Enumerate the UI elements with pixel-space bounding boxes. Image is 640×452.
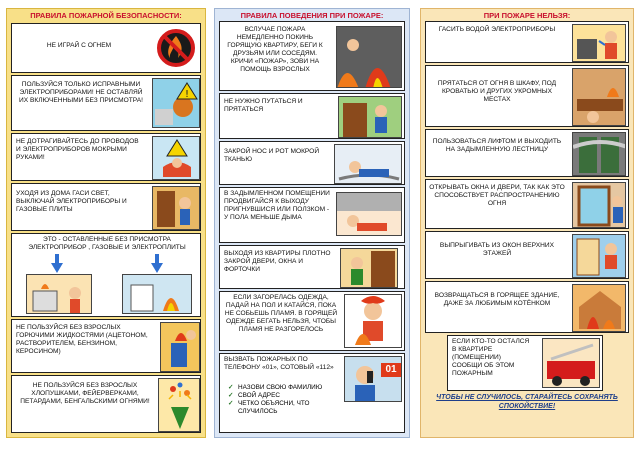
phone-call-illustration	[344, 356, 402, 402]
rule-text: ПРЯТАТЬСЯ ОТ ОГНЯ В ШКАФУ, ПОД КРОВАТЬЮ И ДРУГИХ УКРОМНЫХ МЕСТАХ	[437, 80, 557, 103]
behavior-row-2	[219, 93, 405, 139]
prohibition-row-7	[447, 335, 603, 391]
call-steps-list	[228, 384, 338, 416]
rule-text: В ЗАДЫМЛЕННОМ ПОМЕЩЕНИИ ПРОДВИГАЙСЯ К ВЫХОДУ ПРИГНУВШИСЯ ИЛИ ПОЛЗКОМ - У ПОЛА МЕНЬШЕ ДЫМА	[224, 190, 330, 221]
flammable-liquid-illustration	[160, 322, 200, 372]
rule-row-1	[11, 23, 201, 73]
rule-text: ОТКРЫВАТЬ ОКНА И ДВЕРИ, ТАК КАК ЭТО СПОСОБСТВУЕТ РАСПРОСТРАНЕНИЮ ОГНЯ	[429, 184, 565, 207]
behavior-row-7	[219, 353, 405, 433]
prohibition-row-6	[425, 281, 629, 333]
behavior-row-3	[219, 141, 405, 185]
rule-text: НЕ НУЖНО ПУТАТЬСЯ И ПРЯТАТЬСЯ	[224, 98, 303, 113]
rule-row-2	[11, 75, 201, 131]
rule-text: ЗАКРОЙ НОС И РОТ МОКРОЙ ТКАНЬЮ	[224, 148, 320, 163]
prohibition-row-2	[425, 65, 629, 127]
phone-badge: 01	[381, 363, 401, 377]
rule-row-5	[11, 233, 201, 317]
behavior-row-6	[219, 291, 405, 351]
water-appliance-illustration	[572, 24, 626, 62]
rule-text: ВОЗВРАЩАТЬСЯ В ГОРЯЩЕЕ ЗДАНИЕ, ДАЖЕ ЗА ЛЮБИМЫМ КОТЁНКОМ	[434, 292, 560, 307]
crawling-child-illustration	[336, 192, 402, 236]
hiding-child-illustration	[338, 96, 402, 138]
rule-text: ВЫПРЫГИВАТЬ ИЗ ОКОН ВЕРХНИХ ЭТАЖЕЙ	[439, 242, 555, 257]
rule-text: ВЫЗВАТЬ ПОЖАРНЫХ ПО ТЕЛЕФОНУ «01», СОТОВЫЙ «112»	[224, 356, 334, 371]
rule-text: ЕСЛИ ЗАГОРЕЛАСЬ ОДЕЖДА, ПАДАЙ НА ПОЛ И КАТАЙСЯ, ПОКА НЕ СОБЬЕШЬ ПЛАМЯ. В ГОРЯЩЕЙ ОДЕЖДЕ БЕГАТЬ НЕЛЬЗЯ, ЧТОБЫ ПЛАМЯ НЕ РАЗГОРЕЛОСЬ	[224, 294, 338, 333]
wet-hands-illustration	[152, 136, 200, 180]
wet-cloth-illustration	[334, 144, 402, 184]
arrow-down-icon	[151, 263, 163, 273]
prohibition-row-5	[425, 231, 629, 279]
jumping-window-illustration	[572, 234, 626, 278]
rule-text: ПОЛЬЗОВАТЬСЯ ЛИФТОМ И ВЫХОДИТЬ НА ЗАДЫМЛЕННУЮ ЛЕСТНИЦУ	[432, 138, 562, 153]
burning-apartment-illustration	[336, 26, 402, 88]
door-exit-illustration	[152, 186, 200, 230]
rule-text: ВЫХОДЯ ИЗ КВАРТИРЫ ПЛОТНО ЗАКРОЙ ДВЕРИ, ОКНА И ФОРТОЧКИ	[224, 250, 331, 273]
hiding-under-bed-illustration	[572, 68, 626, 126]
rule-text: ВСЛУЧАЕ ПОЖАРА НЕМЕДЛЕННО ПОКИНЬ ГОРЯЩУЮ КВАРТИРУ, БЕГИ К ДРУЗЬЯМ ИЛИ СОСЕДЯМ. КРИЧИ «ПОЖАР», ЗОВИ НА ПОМОЩЬ ВЗРОСЛЫХ	[227, 26, 323, 73]
prohibition-row-3	[425, 129, 629, 177]
final-note: ЧТОБЫ НЕ СЛУЧИЛОСЬ, СТАРАЙТЕСЬ СОХРАНЯТЬ СПОКОЙСТВИЕ!	[436, 394, 618, 410]
rule-text: НЕ ПОЛЬЗУЙСЯ БЕЗ ВЗРОСЛЫХ ХЛОПУШКАМИ, ФЕЙЕРВЕРКАМИ, ПЕТАРДАМИ, БЕНГАЛЬСКИМИ ОГНЯМИ!	[20, 382, 150, 405]
unattended-stove-illustration	[26, 274, 92, 314]
rule-text: УХОДЯ ИЗ ДОМА ГАСИ СВЕТ, ВЫКЛЮЧАЙ ЭЛЕКТРОПРИБОРЫ И ГАЗОВЫЕ ПЛИТЫ	[16, 190, 127, 213]
burning-clothes-illustration	[344, 294, 402, 348]
fire-prohibitions-title: ПРИ ПОЖАРЕ НЕЛЬЗЯ:	[483, 11, 571, 20]
arrow-down-icon	[51, 263, 63, 273]
call-step-item: ✓ НАЗОВИ СВОЮ ФАМИЛИЮ	[228, 384, 338, 392]
burning-house-kitten-illustration	[572, 284, 626, 332]
rule-text: ЕСЛИ КТО-ТО ОСТАЛСЯ В КВАРТИРЕ (ПОМЕЩЕНИИ) СООБЩИ ОБ ЭТОМ ПОЖАРНЫМ	[452, 338, 530, 377]
fire-safety-rules-title: ПРАВИЛА ПОЖАРНОЙ БЕЗОПАСНОСТИ:	[30, 11, 182, 20]
call-step-item: ✓ СВОЙ АДРЕС	[228, 392, 338, 400]
fire-behavior-rules-title: ПРАВИЛА ПОВЕДЕНИЯ ПРИ ПОЖАРЕ:	[240, 11, 384, 20]
prohibition-row-4	[425, 179, 629, 229]
fire-prohibitions-column	[420, 8, 634, 438]
unattended-appliance-illustration	[122, 274, 192, 314]
call-step-item: ✓ ЧЕТКО ОБЪЯСНИ, ЧТО СЛУЧИЛОСЬ	[228, 400, 338, 416]
rule-row-3	[11, 133, 201, 181]
fire-safety-rules-column	[6, 8, 206, 438]
svg-text:!: !	[184, 89, 190, 100]
rule-row-6	[11, 319, 201, 373]
prohibition-row-1	[425, 21, 629, 63]
closing-door-illustration	[340, 248, 398, 288]
behavior-row-1	[219, 21, 405, 91]
rule-row-7	[11, 375, 201, 433]
rule-text: НЕ ИГРАЙ С ОГНЕМ	[46, 42, 112, 49]
fire-truck-illustration	[542, 338, 600, 388]
rule-text: ГАСИТЬ ВОДОЙ ЭЛЕКТРОПРИБОРЫ	[438, 26, 556, 33]
smoky-elevator-illustration	[572, 132, 626, 176]
fire-behavior-rules-column	[214, 8, 410, 438]
open-window-illustration	[572, 182, 626, 228]
appliances-illustration	[152, 78, 200, 128]
rule-text: ЭТО - ОСТАВЛЕННЫЕ БЕЗ ПРИСМОТРА ЭЛЕКТРОПРИБОР , ГАЗОВЫЕ И ЭЛЕКТРОПЛИТЫ	[28, 236, 186, 251]
rule-text: ПОЛЬЗУЙСЯ ТОЛЬКО ИСПРАВНЫМИ ЭЛЕКТРОПРИБОРАМИ! НЕ ОСТАВЛЯЙ ИХ ВКЛЮЧЕННЫМИ БЕЗ ПРИСМОТРА!	[19, 81, 143, 104]
rule-text: НЕ ПОЛЬЗУЙСЯ БЕЗ ВЗРОСЛЫХ ГОРЮЧИМИ ЖИДКОСТЯМИ (АЦЕТОНОМ, РАСТВОРИТЕЛЕМ, БЕНЗИНОМ, КЕРОСИНОМ)	[16, 324, 148, 355]
fireworks-illustration	[158, 378, 200, 432]
no-fire-icon	[156, 28, 196, 68]
rule-text: НЕ ДОТРАГИВАЙТЕСЬ ДО ПРОВОДОВ И ЭЛЕКТРОПРИБОРОВ МОКРЫМИ РУКАМИ!	[16, 138, 139, 161]
rule-row-4	[11, 183, 201, 231]
behavior-row-4	[219, 187, 405, 243]
behavior-row-5	[219, 245, 405, 289]
